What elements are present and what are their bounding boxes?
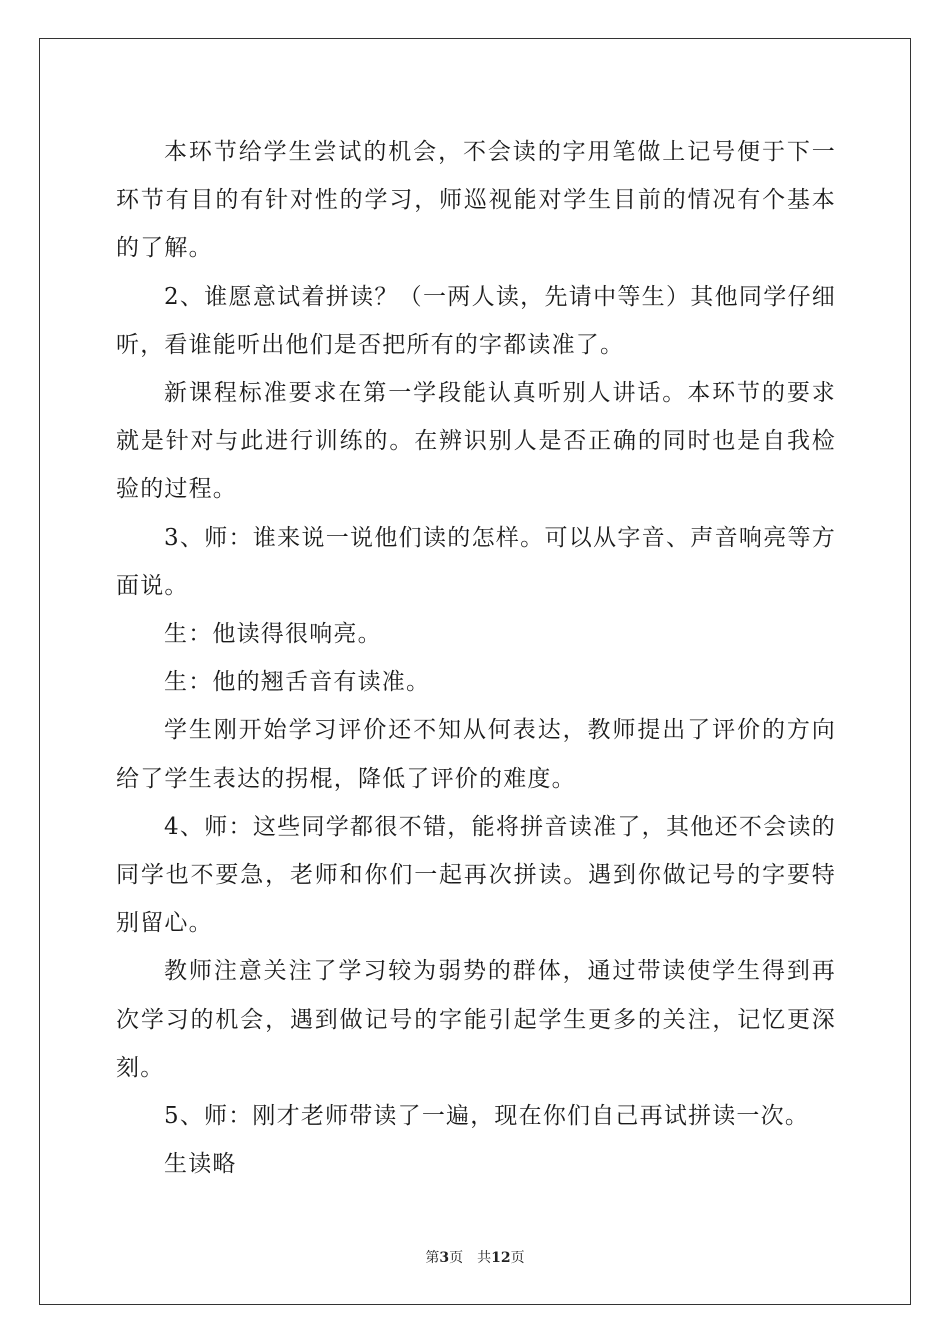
paragraph-11: 生读略	[164, 1151, 237, 1178]
paragraph-7: 学生刚开始学习评价还不知从何表达，教师提出了评价的方向给了学生表达的拐棍，降低了评价的难度。	[116, 717, 836, 792]
footer-total-suffix: 页	[510, 1250, 525, 1266]
paragraph-5: 生：他读得很响亮。	[164, 621, 382, 648]
paragraph-4: 3、师：谁来说一说他们读的怎样。可以从字音、声音响亮等方面说。	[116, 524, 836, 599]
footer-total-prefix: 共	[477, 1250, 492, 1266]
paragraph-6: 生：他的翘舌音有读准。	[164, 669, 431, 696]
paragraph-3: 新课程标准要求在第一学段能认真听别人讲话。本环节的要求就是针对与此进行训练的。在辨识别人是否正确的同时也是自我检验的过程。	[116, 380, 836, 503]
footer-page-suffix: 页	[449, 1250, 464, 1266]
footer-page-prefix: 第	[425, 1250, 440, 1266]
paragraph-9: 教师注意关注了学习较为弱势的群体，通过带读使学生得到再次学习的机会，遇到做记号的字能引起学生更多的关注，记忆更深刻。	[116, 958, 836, 1081]
document-body	[116, 128, 836, 1188]
page-footer	[0, 1247, 950, 1267]
footer-page-number: 3	[439, 1250, 450, 1266]
footer-total-pages: 12	[491, 1250, 511, 1266]
paragraph-2: 2、谁愿意试着拼读？（一两人读，先请中等生）其他同学仔细听，看谁能听出他们是否把所有的字都读准了。	[116, 283, 836, 358]
paragraph-10: 5、师：刚才老师带读了一遍，现在你们自己再试拼读一次。	[164, 1103, 810, 1130]
paragraph-1: 本环节给学生尝试的机会，不会读的字用笔做上记号便于下一环节有目的有针对性的学习，师巡视能对学生目前的情况有个基本的了解。	[116, 139, 836, 262]
paragraph-8: 4、师：这些同学都很不错，能将拼音读准了，其他还不会读的同学也不要急，老师和你们一起再次拼读。遇到你做记号的字要特别留心。	[116, 813, 836, 937]
